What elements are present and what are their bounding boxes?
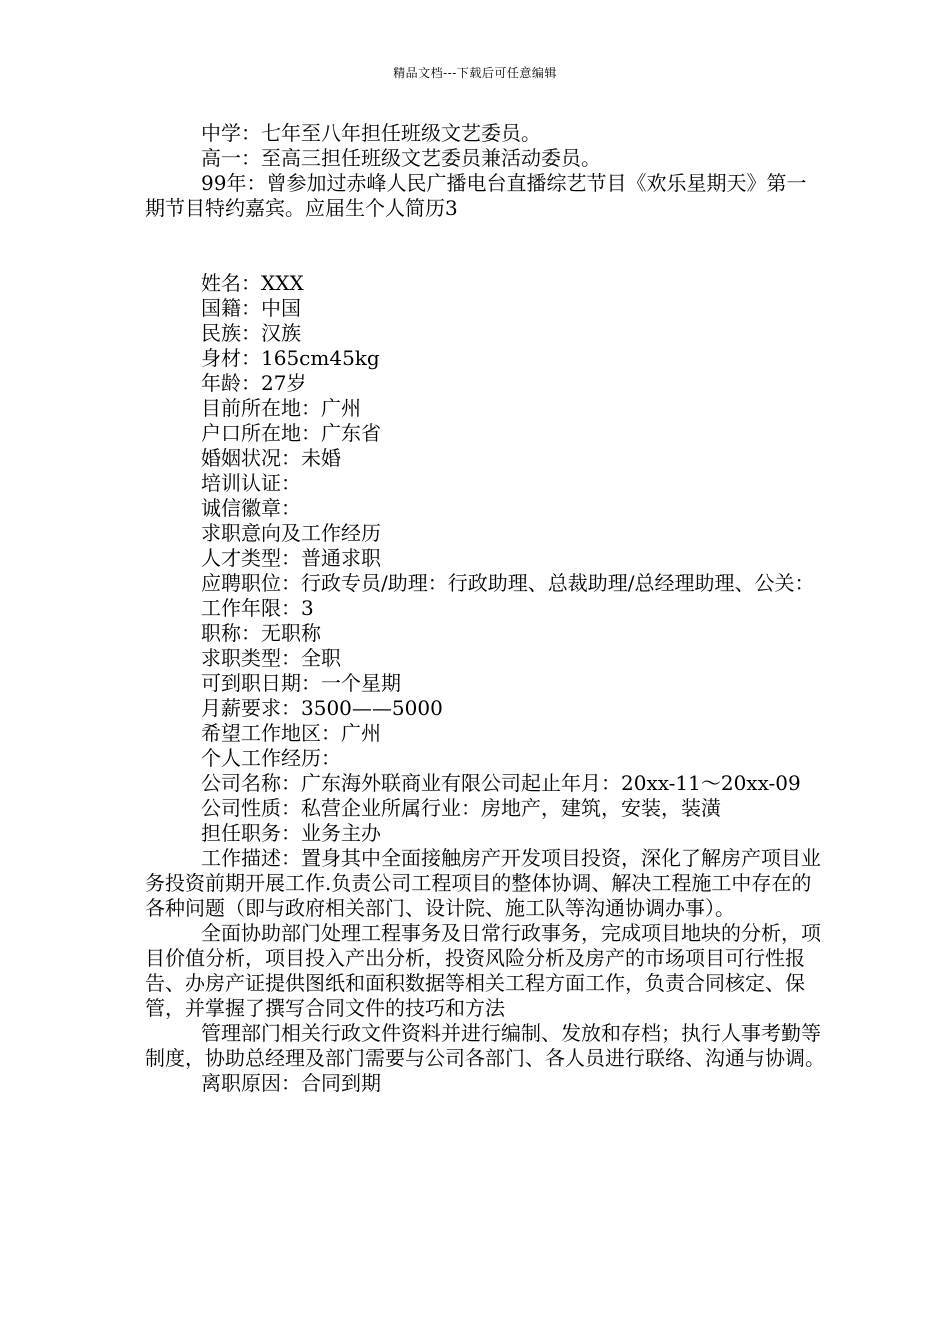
paragraph: 诚信徽章：: [201, 496, 301, 520]
paragraph: 应聘职位：行政专员/助理：行政助理、总裁助理/总经理助理、公关：: [201, 571, 815, 595]
paragraph: 99年：曾参加过赤峰人民广播电台直播综艺节目《欢乐星期天》第一期节目特约嘉宾。应届生个人简历3: [145, 171, 807, 220]
page-header: 精品文档---下载后可任意编辑: [393, 66, 557, 80]
paragraph: 身材：165cm45kg: [201, 346, 380, 370]
paragraph: 个人工作经历：: [201, 746, 341, 770]
paragraph: 可到职日期：一个星期: [201, 671, 401, 695]
paragraph: 公司名称：广东海外联商业有限公司起止年月：20xx-11～20xx-09: [201, 771, 801, 795]
paragraph: 姓名：XXX: [201, 271, 304, 295]
paragraph: 全面协助部门处理工程事务及日常行政事务，完成项目地块的分析，项目价值分析，项目投入产出分析，投资风险分析及房产的市场项目可行性报告、办房产证提供图纸和面积数据等相关工程方面工作，负责合同核定、保管，并掌握了撰写合同文件的技巧和方法: [145, 921, 821, 1020]
paragraph: 工作年限：3: [201, 596, 314, 620]
paragraph: 离职原因：合同到期: [201, 1071, 381, 1095]
paragraph: 年龄：27岁: [201, 371, 307, 395]
paragraph: 月薪要求：3500——5000: [201, 696, 443, 720]
paragraph: 培训认证：: [201, 471, 301, 495]
paragraph: 职称：无职称: [201, 621, 321, 645]
paragraph: 目前所在地：广州: [201, 396, 361, 420]
paragraph: 中学：七年至八年担任班级文艺委员。: [201, 121, 541, 145]
paragraph: 户口所在地：广东省: [201, 421, 381, 445]
paragraph: 高一：至高三担任班级文艺委员兼活动委员。: [201, 146, 601, 170]
paragraph: 求职类型：全职: [201, 646, 341, 670]
intro-paragraphs: [145, 121, 825, 221]
section-gap: [145, 221, 825, 271]
paragraph: 民族：汉族: [201, 321, 301, 345]
paragraph: 国籍：中国: [201, 296, 301, 320]
paragraph: 工作描述：置身其中全面接触房产开发项目投资，深化了解房产项目业务投资前期开展工作.负责公司工程项目的整体协调、解决工程施工中存在的各种问题（即与政府相关部门、设计院、施工队等沟通协调办事）。: [145, 846, 821, 920]
paragraph: 担任职务：业务主办: [201, 821, 381, 845]
paragraph: 婚姻状况：未婚: [201, 446, 341, 470]
paragraph: 希望工作地区：广州: [201, 721, 381, 745]
resume-paragraphs: [145, 271, 825, 1096]
document-body: [145, 121, 825, 1096]
paragraph: 公司性质：私营企业所属行业：房地产，建筑，安装，装潢: [201, 796, 721, 820]
paragraph: 人才类型：普通求职: [201, 546, 381, 570]
paragraph: 管理部门相关行政文件资料并进行编制、发放和存档；执行人事考勤等制度，协助总经理及部门需要与公司各部门、各人员进行联络、沟通与协调。: [145, 1021, 825, 1070]
paragraph: 求职意向及工作经历: [201, 521, 381, 545]
